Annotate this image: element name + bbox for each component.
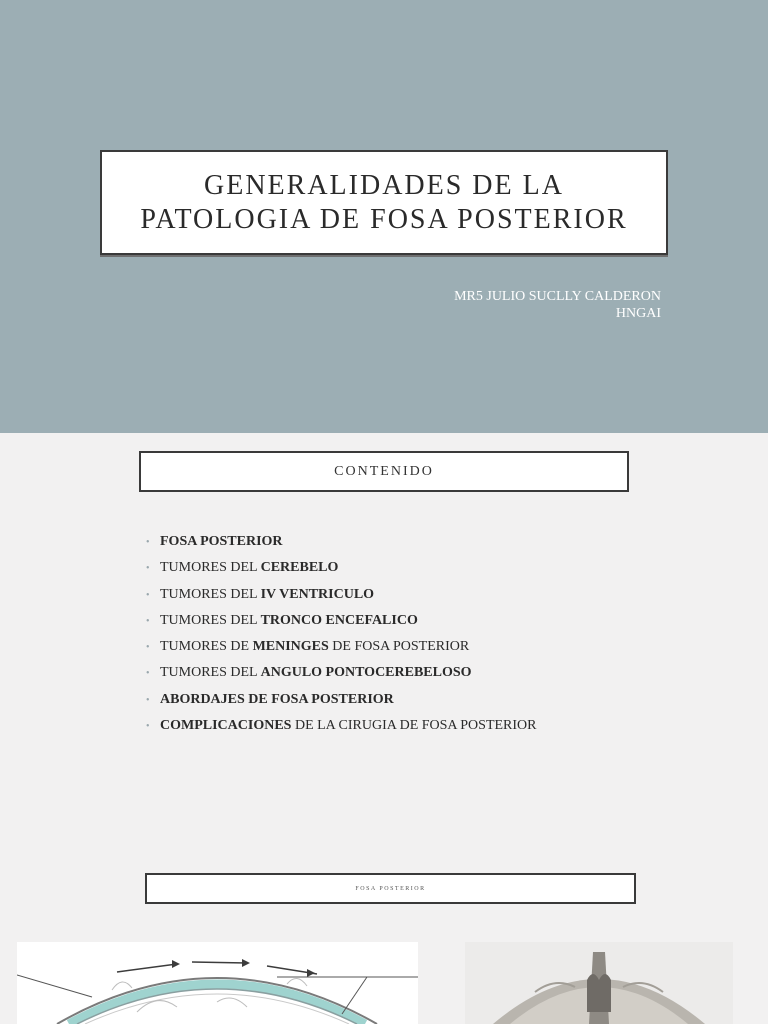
bullet-icon: • xyxy=(146,642,150,654)
skull-base-photo xyxy=(465,942,733,1024)
list-item: • TUMORES DEL TRONCO ENCEFALICO xyxy=(146,608,537,634)
list-item: • FOSA POSTERIOR xyxy=(146,529,537,555)
author-name: MR5 JULIO SUCLLY CALDERON xyxy=(454,289,661,304)
meninges-diagram xyxy=(17,942,418,1024)
list-item: • TUMORES DE MENINGES DE FOSA POSTERIOR xyxy=(146,634,537,660)
list-item: • TUMORES DEL IV VENTRICULO xyxy=(146,582,537,608)
title-box xyxy=(100,150,668,255)
list-item: • ABORDAJES DE FOSA POSTERIOR xyxy=(146,687,537,713)
author-block xyxy=(454,288,661,322)
bullet-icon: • xyxy=(146,694,150,706)
list-item: • COMPLICACIONES DE LA CIRUGIA DE FOSA POSTERIOR xyxy=(146,713,537,739)
bullet-icon: • xyxy=(146,721,150,733)
bullet-icon: • xyxy=(146,537,150,548)
title-line-2: PATOLOGIA DE FOSA POSTERIOR xyxy=(140,203,628,235)
fosa-posterior-slide xyxy=(0,853,768,1024)
contents-slide xyxy=(0,433,768,853)
meninges-illustration xyxy=(17,942,418,1024)
bullet-icon: • xyxy=(146,615,150,627)
list-item: • TUMORES DEL CEREBELO xyxy=(146,555,537,581)
skull-base-image xyxy=(465,942,733,1024)
contents-list xyxy=(146,529,537,739)
bullet-icon: • xyxy=(146,589,150,601)
title-slide xyxy=(0,0,768,433)
list-item: • TUMORES DEL ANGULO PONTOCEREBELOSO xyxy=(146,660,537,686)
presentation-title xyxy=(140,169,627,237)
bullet-icon: • xyxy=(146,563,150,575)
contents-heading: CONTENIDO xyxy=(139,451,629,492)
author-institution: HNGAI xyxy=(615,306,661,321)
fosa-posterior-heading: FOSA POSTERIOR xyxy=(145,873,636,904)
bullet-icon: • xyxy=(146,668,150,680)
title-line-1: GENERALIDADES DE LA xyxy=(204,169,564,201)
